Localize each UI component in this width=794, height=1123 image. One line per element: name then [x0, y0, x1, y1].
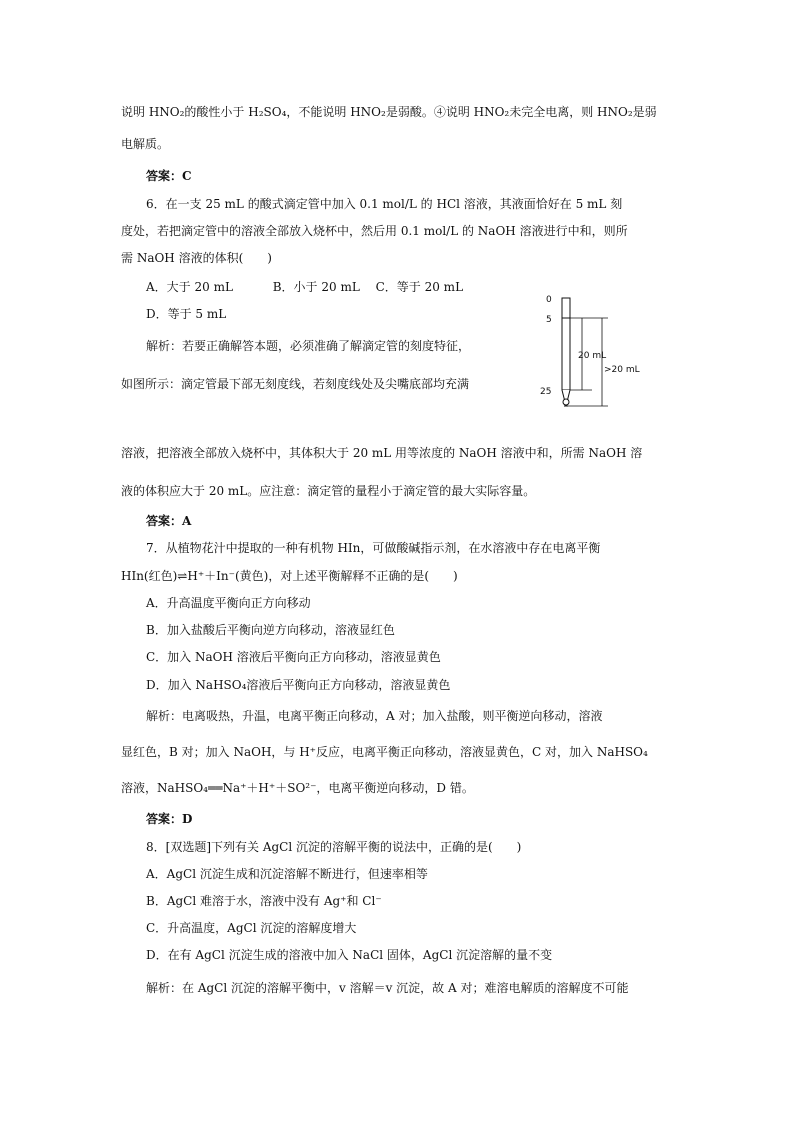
explanation-line: 液的体积应大于 20 mL。应注意：滴定管的量程小于滴定管的最大实际容量。: [121, 484, 536, 498]
stopcock-knob: [563, 399, 569, 405]
answer-label: 答案：C: [146, 169, 192, 183]
question-7: 7．从植物花汁中提取的一种有机物 HIn，可做酸碱指示剂，在水溶液中存在电离平衡: [146, 541, 601, 555]
options-line: A．大于 20 mL B．小于 20 mL C．等于 20 mL: [146, 280, 464, 294]
question-6: 6．在一支 25 mL 的酸式滴定管中加入 0.1 mol/L 的 HCl 溶液，其液面恰好在 5 mL 刻: [146, 197, 623, 211]
burette-figure: [540, 292, 660, 420]
burette-tube: [562, 298, 570, 390]
text-line: 需 NaOH 溶液的体积( ): [121, 251, 272, 265]
text-line: 说明 HNO₂的酸性小于 H₂SO₄，不能说明 HNO₂是弱酸。④说明 HNO₂未完全电离，则 HNO₂是弱: [121, 105, 657, 119]
text-line: 度处，若把滴定管中的溶液全部放入烧杯中，然后用 0.1 mol/L 的 NaOH 溶液进行中和，则所: [121, 224, 628, 238]
explanation-line: 解析：在 AgCl 沉淀的溶解平衡中，v 溶解＝v 沉淀，故 A 对；难溶电解质的溶解度不可能: [146, 981, 629, 995]
explanation-line: 解析：若要正确解答本题，必须准确了解滴定管的刻度特征，: [146, 339, 471, 353]
explanation-line: 如图所示：滴定管最下部无刻度线，若刻度线处及尖嘴底部均充满: [121, 377, 470, 391]
option-c: C．加入 NaOH 溶液后平衡向正方向移动，溶液显黄色: [146, 650, 441, 664]
explanation-line: 解析：电离吸热，升温，电离平衡正向移动，A 对；加入盐酸，则平衡逆向移动，溶液: [146, 709, 603, 723]
tick-label-0: 0: [546, 295, 552, 305]
option-b: B．AgCl 难溶于水，溶液中没有 Ag⁺和 Cl⁻: [146, 894, 382, 908]
explanation-line: 溶液，把溶液全部放入烧杯中，其体积大于 20 mL 用等浓度的 NaOH 溶液中和，所需 NaOH 溶: [121, 446, 643, 460]
question-8: 8．[双选题]下列有关 AgCl 沉淀的溶解平衡的说法中，正确的是( ): [146, 840, 522, 854]
explanation-line: 显红色，B 对；加入 NaOH，与 H⁺反应，电离平衡正向移动，溶液显黄色，C 对，加入 NaHSO₄: [121, 745, 648, 759]
option-d: D．加入 NaHSO₄溶液后平衡向正方向移动，溶液显黄色: [146, 678, 451, 692]
tick-label-25: 25: [540, 387, 552, 397]
answer-label: 答案：A: [146, 514, 192, 528]
tick-label-5: 5: [546, 315, 552, 325]
explanation-line: 溶液，NaHSO₄══Na⁺＋H⁺＋SO²⁻，电离平衡逆向移动，D 错。: [121, 781, 474, 795]
options-line: D．等于 5 mL: [146, 307, 227, 321]
text-line: HIn(红色)⇌H⁺＋In⁻(黄色)，对上述平衡解释不正确的是( ): [121, 569, 458, 583]
option-c: C．升高温度，AgCl 沉淀的溶解度增大: [146, 921, 357, 935]
label-gt20ml: >20 mL: [604, 365, 640, 375]
option-a: A．升高温度平衡向正方向移动: [146, 596, 311, 610]
option-b: B．加入盐酸后平衡向逆方向移动，溶液显红色: [146, 623, 395, 637]
option-d: D．在有 AgCl 沉淀生成的溶液中加入 NaCl 固体，AgCl 沉淀溶解的量不变: [146, 948, 553, 962]
option-a: A．AgCl 沉淀生成和沉淀溶解不断进行，但速率相等: [146, 867, 428, 881]
answer-label: 答案：D: [146, 812, 193, 826]
label-20ml: 20 mL: [578, 351, 607, 361]
text-line: 电解质。: [121, 137, 170, 151]
